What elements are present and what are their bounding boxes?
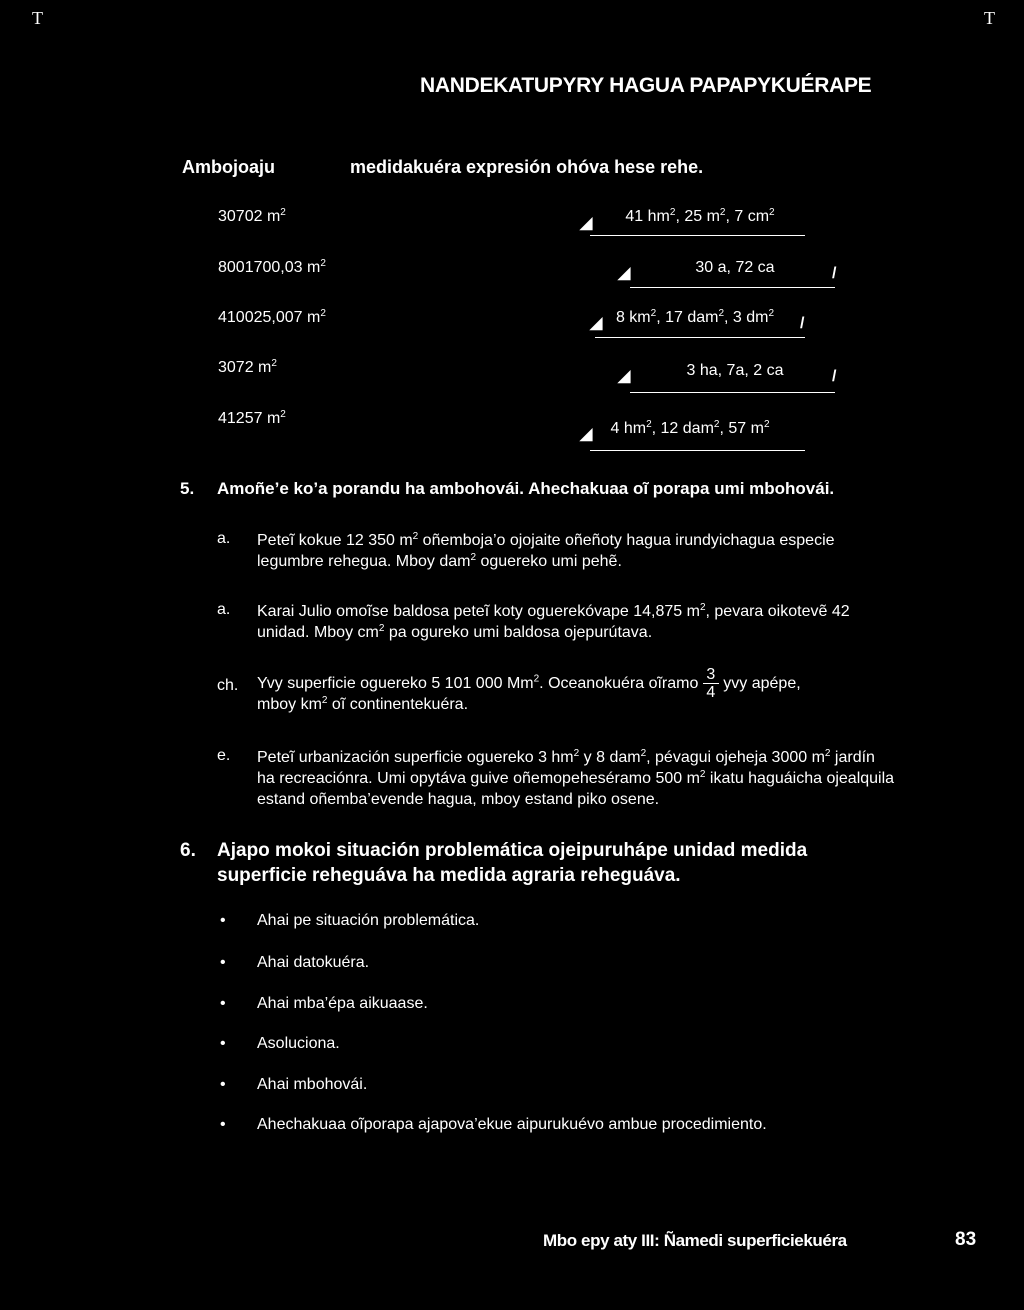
left-value-3: 410025,007 $m^2$ bbox=[218, 308, 326, 326]
rule-2 bbox=[630, 287, 835, 288]
bullet-item-3: Ahai mba’épa aikuaase. bbox=[257, 995, 428, 1012]
left-value-5: 41257 $m^2$ bbox=[218, 409, 286, 427]
question-6-text: Ajapo mokoi situación problemática ojeipuruhápe unidad medida superficie reheguáva ha medida agraria reheguáva. bbox=[217, 840, 808, 886]
footer-title: Mbo epy aty III: Ñamedi superficiekuéra bbox=[543, 1231, 847, 1250]
item-ch-letter: ch. bbox=[217, 677, 239, 694]
bracket-marker-2: / bbox=[832, 265, 837, 282]
bullet-marker: • bbox=[220, 912, 226, 929]
corner-mark-right: T bbox=[984, 8, 995, 28]
item-e-letter: e. bbox=[217, 747, 231, 764]
instruction-text: medidakuéra expresión ohóva hese rehe. bbox=[350, 157, 704, 177]
page-header: NANDEKATUPYRY HAGUA PAPAPYKUÉRAPE bbox=[420, 74, 872, 97]
rule-5 bbox=[590, 450, 805, 451]
triangle-marker-2: ◢ bbox=[618, 265, 631, 282]
bullet-marker: • bbox=[220, 995, 226, 1012]
triangle-marker-1: ◢ bbox=[580, 215, 593, 232]
question-5-text: Amoñe’e ko’a porandu ha ambohovái. Ahechakuaa oĩ porapa umi mbohovái. bbox=[217, 479, 835, 498]
right-value-3: 8 $km^2$, 17 dam$^2$, 3 $dm^2$ bbox=[615, 308, 775, 326]
question-5-number: 5. bbox=[180, 479, 195, 498]
triangle-marker-4: ◢ bbox=[618, 368, 631, 385]
rule-3 bbox=[595, 337, 805, 338]
right-value-1: 41 $hm^2$, 25 $m^2$, 7 $cm^2$ bbox=[625, 207, 775, 225]
rule-4 bbox=[630, 392, 835, 393]
item-a1-text: Peteĩ kokue 12 350 $m^2$ oñemboja’o ojojaite oñeñoty hagua irundyichagua especie legumbre rehegua. Mboy dam$^2$ oguereko umi pehẽ. bbox=[257, 531, 835, 570]
bullet-item-1: Ahai pe situación problemática. bbox=[257, 912, 480, 929]
triangle-marker-5: ◢ bbox=[580, 426, 593, 443]
page-number: 83 bbox=[955, 1229, 977, 1250]
item-ch-text: Yvy superficie oguereko 5 101 000 Mm$^2$. Oceanokuéra oĩramo $\frac{3}{4}$ yvy apépe, mboy $km^2$ oĩ continentekuéra. bbox=[257, 666, 801, 713]
triangle-marker-3: ◢ bbox=[590, 315, 603, 332]
left-value-2: 8001700,03 $m^2$ bbox=[218, 258, 326, 276]
bullet-item-5: Ahai mbohovái. bbox=[257, 1076, 368, 1093]
bullet-marker: • bbox=[220, 954, 226, 971]
item-a1-letter: a. bbox=[217, 530, 231, 547]
item-a2-letter: a. bbox=[217, 601, 231, 618]
bullet-item-2: Ahai datokuéra. bbox=[257, 954, 370, 971]
bullet-marker: • bbox=[220, 1116, 226, 1133]
fraction-three-quarters: $\frac{3}{4}$ bbox=[703, 666, 719, 701]
bracket-marker-4: / bbox=[832, 368, 837, 385]
left-value-1: 30702 $m^2$ bbox=[218, 207, 286, 225]
bullet-marker: • bbox=[220, 1076, 226, 1093]
rule-1 bbox=[590, 235, 805, 236]
right-value-2: 30 a, 72 ca bbox=[695, 259, 775, 276]
bullet-marker: • bbox=[220, 1035, 226, 1052]
corner-mark-left: T bbox=[32, 8, 43, 28]
instruction-label: Ambojoaju bbox=[182, 157, 275, 177]
item-a2-text: Karai Julio omoĩse baldosa peteĩ koty oguerekóvape 14,875 $m^2$, pevara oikotevẽ 42 unidad. Mboy $cm^2$ pa ogureko umi baldosa ojepurútava. bbox=[257, 602, 850, 641]
bracket-marker-3: / bbox=[800, 315, 805, 332]
right-value-4: 3 ha, 7a, 2 ca bbox=[686, 362, 784, 379]
left-value-4: 3072 $m^2$ bbox=[218, 358, 277, 376]
bullet-item-4: Asoluciona. bbox=[257, 1035, 340, 1052]
right-value-5: 4 $hm^2$, 12 dam$^2$, 57 $m^2$ bbox=[610, 419, 770, 437]
item-e-text: Peteĩ urbanización superficie oguereko 3 $hm^2$ y 8 dam$^2$, pévagui ojeheja 3000 $m^2$ jardín ha recreaciónra. Umi opytáva guive oñemopeheséramo 500 $m^2$ ikatu haguáicha ojealquila estand oñemba’evende hagua, mboy estand piko osene. bbox=[257, 748, 895, 808]
question-6-number: 6. bbox=[180, 840, 196, 861]
bullet-item-6: Ahechakuaa oĩporapa ajapova’ekue aipurukuévo ambue procedimiento. bbox=[257, 1116, 767, 1133]
